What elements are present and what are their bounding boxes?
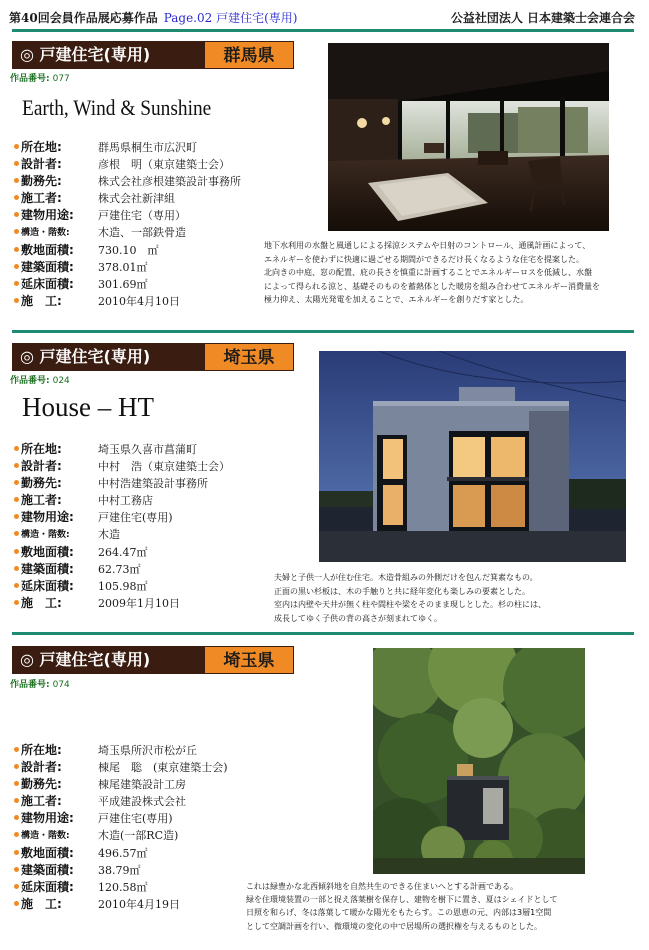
info-row — [14, 775, 314, 792]
section-divider — [12, 330, 634, 333]
bullet-icon — [14, 212, 19, 217]
info-row — [14, 172, 314, 189]
info-value: 株式会社彦根建築設計事務所 — [98, 175, 241, 189]
info-label: 設計者: — [21, 157, 62, 172]
page-indicator: Page.02 戸建住宅(専用) — [163, 11, 298, 25]
info-row — [14, 206, 314, 223]
info-label: 敷地面積: — [21, 845, 74, 860]
info-label: 建物用途: — [21, 510, 74, 525]
info-label: 敷地面積: — [21, 242, 74, 257]
info-label: 建物用途: — [21, 208, 74, 223]
info-value: 2009年1月10日 — [98, 596, 180, 610]
info-label: 施 工: — [21, 293, 62, 308]
bullet-icon — [14, 514, 19, 519]
bullet-icon — [14, 781, 19, 786]
description-line: 室内は内壁や天井が無く柱や間柱や梁をそのまま現しとした。杉の柱には、 — [274, 600, 546, 610]
info-row — [14, 474, 314, 491]
entry-number-value: 074 — [52, 680, 70, 690]
info-label: 構造・階数: — [21, 530, 70, 541]
info-label: 延床面積: — [21, 879, 74, 894]
bullet-icon — [14, 884, 19, 889]
project-title: House – HT — [22, 392, 154, 422]
info-row — [14, 189, 314, 206]
info-row — [14, 861, 314, 878]
info-label: 構造・階数: — [21, 228, 70, 239]
info-value: 120.58㎡ — [98, 880, 148, 894]
info-value: 棟尾建築設計工房 — [98, 778, 186, 792]
info-value: 38.79㎡ — [98, 863, 141, 877]
prefecture-label: 埼玉県 — [204, 646, 294, 674]
info-value: 戸建住宅（専用） — [98, 209, 186, 223]
entry-number — [10, 373, 70, 386]
info-value: 中村 浩（東京建築士会） — [98, 460, 230, 474]
info-label: 施工者: — [21, 794, 62, 809]
description-line: として空調計画を行い、微環境の変化の中で居場所の選択権を与えるものとした。 — [246, 921, 542, 931]
bullet-icon — [14, 815, 19, 820]
info-row — [14, 155, 314, 172]
description-line: これは緑豊かな北西傾斜地を自然共生のできる住まいへとする計画である。 — [246, 882, 518, 891]
info-value: 2010年4月19日 — [98, 897, 180, 911]
bullet-icon — [14, 298, 19, 303]
description-line: 正面の黒い杉板は、木の手触りと共に経年変化も楽しみの要素とした。 — [274, 586, 530, 596]
info-row — [14, 138, 314, 155]
bullet-icon — [14, 600, 19, 605]
info-row — [14, 594, 314, 611]
category-label: ◎ 戸建住宅(専用) — [12, 343, 204, 371]
page-header — [0, 0, 649, 30]
info-row — [14, 577, 314, 594]
info-value: 中村工務店 — [98, 494, 153, 508]
info-label: 敷地面積: — [21, 544, 74, 559]
info-label: 勤務先: — [21, 174, 62, 189]
project-description — [246, 880, 646, 933]
project-info — [14, 440, 314, 611]
info-label: 設計者: — [21, 760, 62, 775]
info-value: 730.10 ㎡ — [98, 243, 159, 257]
info-label: 延床面積: — [21, 578, 74, 593]
info-value: 埼玉県久喜市菖蒲町 — [98, 443, 197, 456]
info-label: 設計者: — [21, 459, 62, 474]
info-label: 建築面積: — [21, 862, 74, 877]
bullet-icon — [14, 850, 19, 855]
interior-living-room-photo — [328, 43, 609, 231]
info-label: 建築面積: — [21, 561, 74, 576]
exhibition-name: 第40回会員作品展応募作品 — [9, 11, 158, 25]
entry-number — [10, 71, 70, 84]
description-line: エネルギーを使わずに快適に過ごせる期間ができるだけ長くなるような住宅を提案した。 — [264, 254, 584, 264]
info-value: 群馬県桐生市広沢町 — [98, 141, 197, 154]
info-label: 施 工: — [21, 595, 62, 610]
info-row — [14, 457, 314, 474]
project-title: Earth, Wind & Sunshine — [22, 95, 212, 120]
bullet-icon — [14, 229, 19, 234]
info-row — [14, 560, 314, 577]
info-row — [14, 758, 314, 775]
info-value: 木造(一部RC造) — [98, 829, 179, 843]
forest-house-photo — [373, 648, 585, 874]
info-row — [14, 741, 314, 758]
info-value: 62.73㎡ — [98, 562, 141, 576]
info-value: 埼玉県所沢市松が丘 — [98, 744, 197, 757]
bullet-icon — [14, 583, 19, 588]
info-value: 496.57㎡ — [98, 846, 148, 860]
description-line: 夫婦と子供一人が住む住宅。木造骨組みの外側だけを包んだ箕素なもの。 — [274, 573, 538, 582]
description-line: 極力抑え、太陽光発電を加えることで、エネルギーを創りだす家とした。 — [264, 295, 529, 305]
description-line: 緑を住環境装置の一部と捉え落葉樹を保存し、建物を樹下に置き、夏はシェイドとして — [246, 895, 558, 905]
bullet-icon — [14, 798, 19, 803]
info-label: 勤務先: — [21, 777, 62, 792]
info-value: 264.47㎡ — [98, 545, 148, 559]
bullet-icon — [14, 901, 19, 906]
bullet-icon — [14, 161, 19, 166]
info-row — [14, 508, 314, 525]
info-row — [14, 543, 314, 560]
info-label: 構造・階数: — [21, 831, 70, 842]
bullet-icon — [14, 463, 19, 468]
project-description — [274, 571, 644, 625]
description-line: 北向きの中庭、窓の配置、庇の長さを慎重に計画することでエネルギーロスを低減し、水盤 — [264, 268, 592, 278]
bullet-icon — [14, 832, 19, 837]
entry-number-value: 024 — [52, 376, 70, 386]
entry-number-value: 077 — [52, 74, 70, 84]
bullet-icon — [14, 531, 19, 536]
bullet-icon — [14, 497, 19, 502]
prefecture-label: 埼玉県 — [204, 343, 294, 371]
info-value: 105.98㎡ — [98, 579, 148, 593]
bullet-icon — [14, 446, 19, 451]
bullet-icon — [14, 247, 19, 252]
bullet-icon — [14, 867, 19, 872]
bullet-icon — [14, 566, 19, 571]
category-label: ◎ 戸建住宅(専用) — [12, 646, 204, 674]
info-label: 建築面積: — [21, 259, 74, 274]
bullet-icon — [14, 549, 19, 554]
info-value: 2010年4月10日 — [98, 294, 180, 308]
info-label: 建物用途: — [21, 811, 74, 826]
info-label: 勤務先: — [21, 476, 62, 491]
info-row — [14, 491, 314, 508]
prefecture-label: 群馬県 — [204, 41, 294, 69]
info-value: 戸建住宅(専用) — [98, 511, 173, 525]
info-value: 中村浩建築設計事務所 — [98, 477, 208, 491]
night-house-exterior-photo — [319, 351, 626, 562]
entry-number-label: 作品番号: — [10, 376, 50, 386]
bullet-icon — [14, 264, 19, 269]
info-label: 所在地: — [21, 743, 62, 757]
info-value: 301.69㎡ — [98, 277, 148, 291]
info-row — [14, 826, 314, 843]
header-divider — [12, 29, 634, 32]
bullet-icon — [14, 144, 19, 149]
description-line: 地下水利用の水盤と風通しによる採涼システムや日射のコントロール、通風計画によって、 — [264, 241, 591, 250]
description-line: 日照を和らげ、冬は落葉して暖かな陽光をもたらす。この恩恵の元、内部は3層1空間 — [246, 908, 552, 918]
entry-number-label: 作品番号: — [10, 680, 50, 690]
info-value: 平成建設株式会社 — [98, 795, 186, 809]
info-value: 彦根 明（東京建築士会） — [98, 158, 230, 172]
project-description — [264, 239, 644, 307]
info-label: 施 工: — [21, 896, 62, 911]
info-row — [14, 844, 314, 861]
bullet-icon — [14, 178, 19, 183]
description-line: によって得られる涼と、基礎そのものを蓄熱体とした暖房を組み合わせてエネルギー消費量を — [264, 281, 600, 291]
info-value: 棟尾 聡 (東京建築士会) — [98, 761, 228, 775]
info-label: 所在地: — [21, 140, 62, 154]
info-value: 株式会社新津組 — [98, 192, 175, 206]
organization-name: 公益社団法人 日本建築士会連合会 — [450, 11, 635, 25]
bullet-icon — [14, 480, 19, 485]
info-row — [14, 792, 314, 809]
info-label: 施工者: — [21, 493, 62, 508]
exhibition-title — [9, 9, 297, 26]
bullet-icon — [14, 195, 19, 200]
description-line: 成長してゆく子供の背の高さが刻まれてゆく。 — [274, 613, 442, 623]
info-value: 木造 — [98, 528, 120, 542]
bullet-icon — [14, 281, 19, 286]
info-value: 木造、一部鉄骨造 — [98, 226, 186, 240]
bullet-icon — [14, 764, 19, 769]
entry-number-label: 作品番号: — [10, 74, 50, 84]
info-label: 延床面積: — [21, 276, 74, 291]
info-label: 施工者: — [21, 191, 62, 206]
bullet-icon — [14, 747, 19, 752]
info-row — [14, 440, 314, 457]
info-value: 戸建住宅(専用) — [98, 812, 173, 826]
info-label: 所在地: — [21, 442, 62, 456]
section-divider — [12, 632, 634, 635]
entry-number — [10, 677, 70, 690]
category-label: ◎ 戸建住宅(専用) — [12, 41, 204, 69]
info-row — [14, 525, 314, 542]
info-value: 378.01㎡ — [98, 260, 148, 274]
info-row — [14, 809, 314, 826]
info-row — [14, 223, 314, 240]
